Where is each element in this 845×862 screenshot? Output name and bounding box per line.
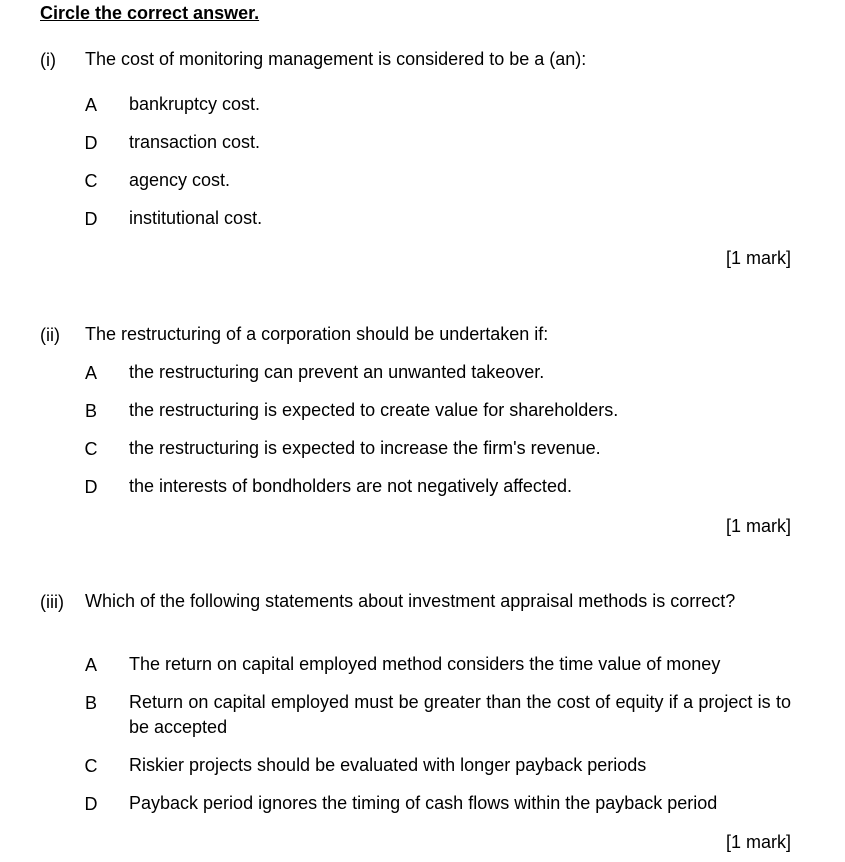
question-number: (ii) <box>40 325 60 345</box>
option-text: Payback period ignores the timing of cash flows within the payback period <box>129 793 718 813</box>
question-number: (i) <box>40 50 56 70</box>
option-letter: A <box>84 95 97 115</box>
mark-label: [1 mark] <box>725 516 791 536</box>
question-text: The cost of monitoring management is considered to be a (an): <box>85 49 587 69</box>
option-text: bankruptcy cost. <box>129 94 261 114</box>
option-letter: C <box>84 439 98 459</box>
option-letter: C <box>84 171 98 191</box>
option-text: the interests of bondholders are not negatively affected. <box>129 476 572 496</box>
option-letter: D <box>84 133 98 153</box>
question-number: (iii) <box>40 592 64 612</box>
mark-label: [1 mark] <box>725 248 791 268</box>
option-text: Riskier projects should be evaluated with longer payback periods <box>129 755 647 775</box>
option-letter: B <box>84 401 97 421</box>
option-text: the restructuring is expected to increase the firm's revenue. <box>129 438 601 458</box>
option-letter: D <box>84 794 98 814</box>
option-letter: D <box>84 209 98 229</box>
option-text: Return on capital employed must be greater than the cost of equity if a project is to be accepted <box>129 692 791 737</box>
option-text: transaction cost. <box>129 132 261 152</box>
instructions-heading: Circle the correct answer. <box>40 3 260 23</box>
option-text: the restructuring is expected to create value for shareholders. <box>129 400 619 420</box>
option-letter: B <box>84 693 97 713</box>
option-text: institutional cost. <box>129 208 263 228</box>
option-letter: C <box>84 756 98 776</box>
question-text: Which of the following statements about investment appraisal methods is correct? <box>85 591 736 611</box>
option-letter: A <box>84 363 97 383</box>
question-text: The restructuring of a corporation should be undertaken if: <box>85 324 549 344</box>
option-text: the restructuring can prevent an unwanted takeover. <box>129 362 545 382</box>
option-text: The return on capital employed method considers the time value of money <box>129 654 721 674</box>
option-letter: D <box>84 477 98 497</box>
mark-label: [1 mark] <box>725 832 791 852</box>
option-text: agency cost. <box>129 170 231 190</box>
option-letter: A <box>84 655 97 675</box>
